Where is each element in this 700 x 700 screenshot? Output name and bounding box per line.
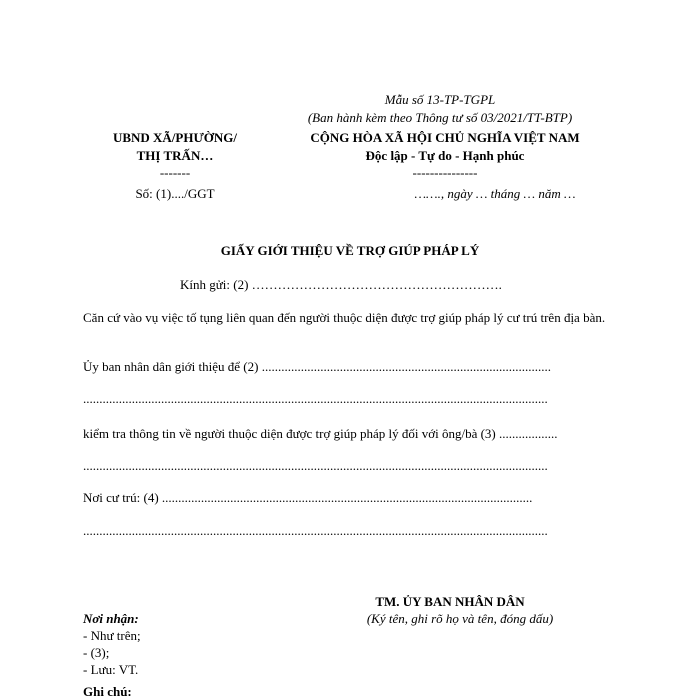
notes-heading: Ghi chú:: [83, 684, 132, 699]
document-title: GIẤY GIỚI THIỆU VỀ TRỢ GIÚP PHÁP LÝ: [220, 243, 480, 258]
form-number: Mẫu số 13-TP-TGPL: [384, 92, 496, 107]
document-date: ……., ngày … tháng … năm …: [414, 186, 576, 201]
motto-divider: ---------------: [412, 165, 478, 180]
signature-note: (Ký tên, ghi rõ họ và tên, đóng dấu): [366, 611, 554, 626]
recipients-heading: Nơi nhận:: [83, 611, 139, 626]
introduce-line: Ủy ban nhân dân giới thiệu để (2) .........................................................................................: [83, 359, 551, 374]
org-name-line1: UBND XÃ/PHƯỜNG/: [112, 130, 238, 145]
dotted-line-3: ...............................................................................................................................................: [83, 523, 548, 538]
basis-paragraph: Căn cứ vào vụ việc tố tụng liên quan đến người thuộc diện được trợ giúp pháp lý cư trú trên địa bàn.: [83, 310, 606, 325]
dotted-line-1: ...............................................................................................................................................: [83, 391, 548, 406]
country-name: CỘNG HÒA XÃ HỘI CHỦ NGHĨA VIỆT NAM: [310, 130, 580, 145]
recipient-line: Kính gửi: (2) ………………………………………………….: [180, 277, 502, 292]
document-number: Số: (1)..../GGT: [135, 186, 215, 201]
recipient-item: - Như trên;: [83, 628, 141, 643]
recipient-item: - Lưu: VT.: [83, 662, 139, 677]
verify-line: kiểm tra thông tin về người thuộc diện được trợ giúp pháp lý đối với ông/bà (3) ..................: [83, 426, 558, 441]
dotted-line-2: ...............................................................................................................................................: [83, 458, 548, 473]
recipient-item: - (3);: [83, 645, 110, 660]
org-divider: -------: [159, 165, 191, 180]
residence-line: Nơi cư trú: (4) ..................................................................................................................: [83, 490, 533, 505]
national-motto: Độc lập - Tự do - Hạnh phúc: [365, 148, 525, 163]
signature-title: TM. ỦY BAN NHÂN DÂN: [375, 594, 525, 609]
org-name-line2: THỊ TRẤN…: [136, 148, 214, 163]
form-issued-by: (Ban hành kèm theo Thông tư số 03/2021/TT-BTP): [307, 110, 573, 125]
